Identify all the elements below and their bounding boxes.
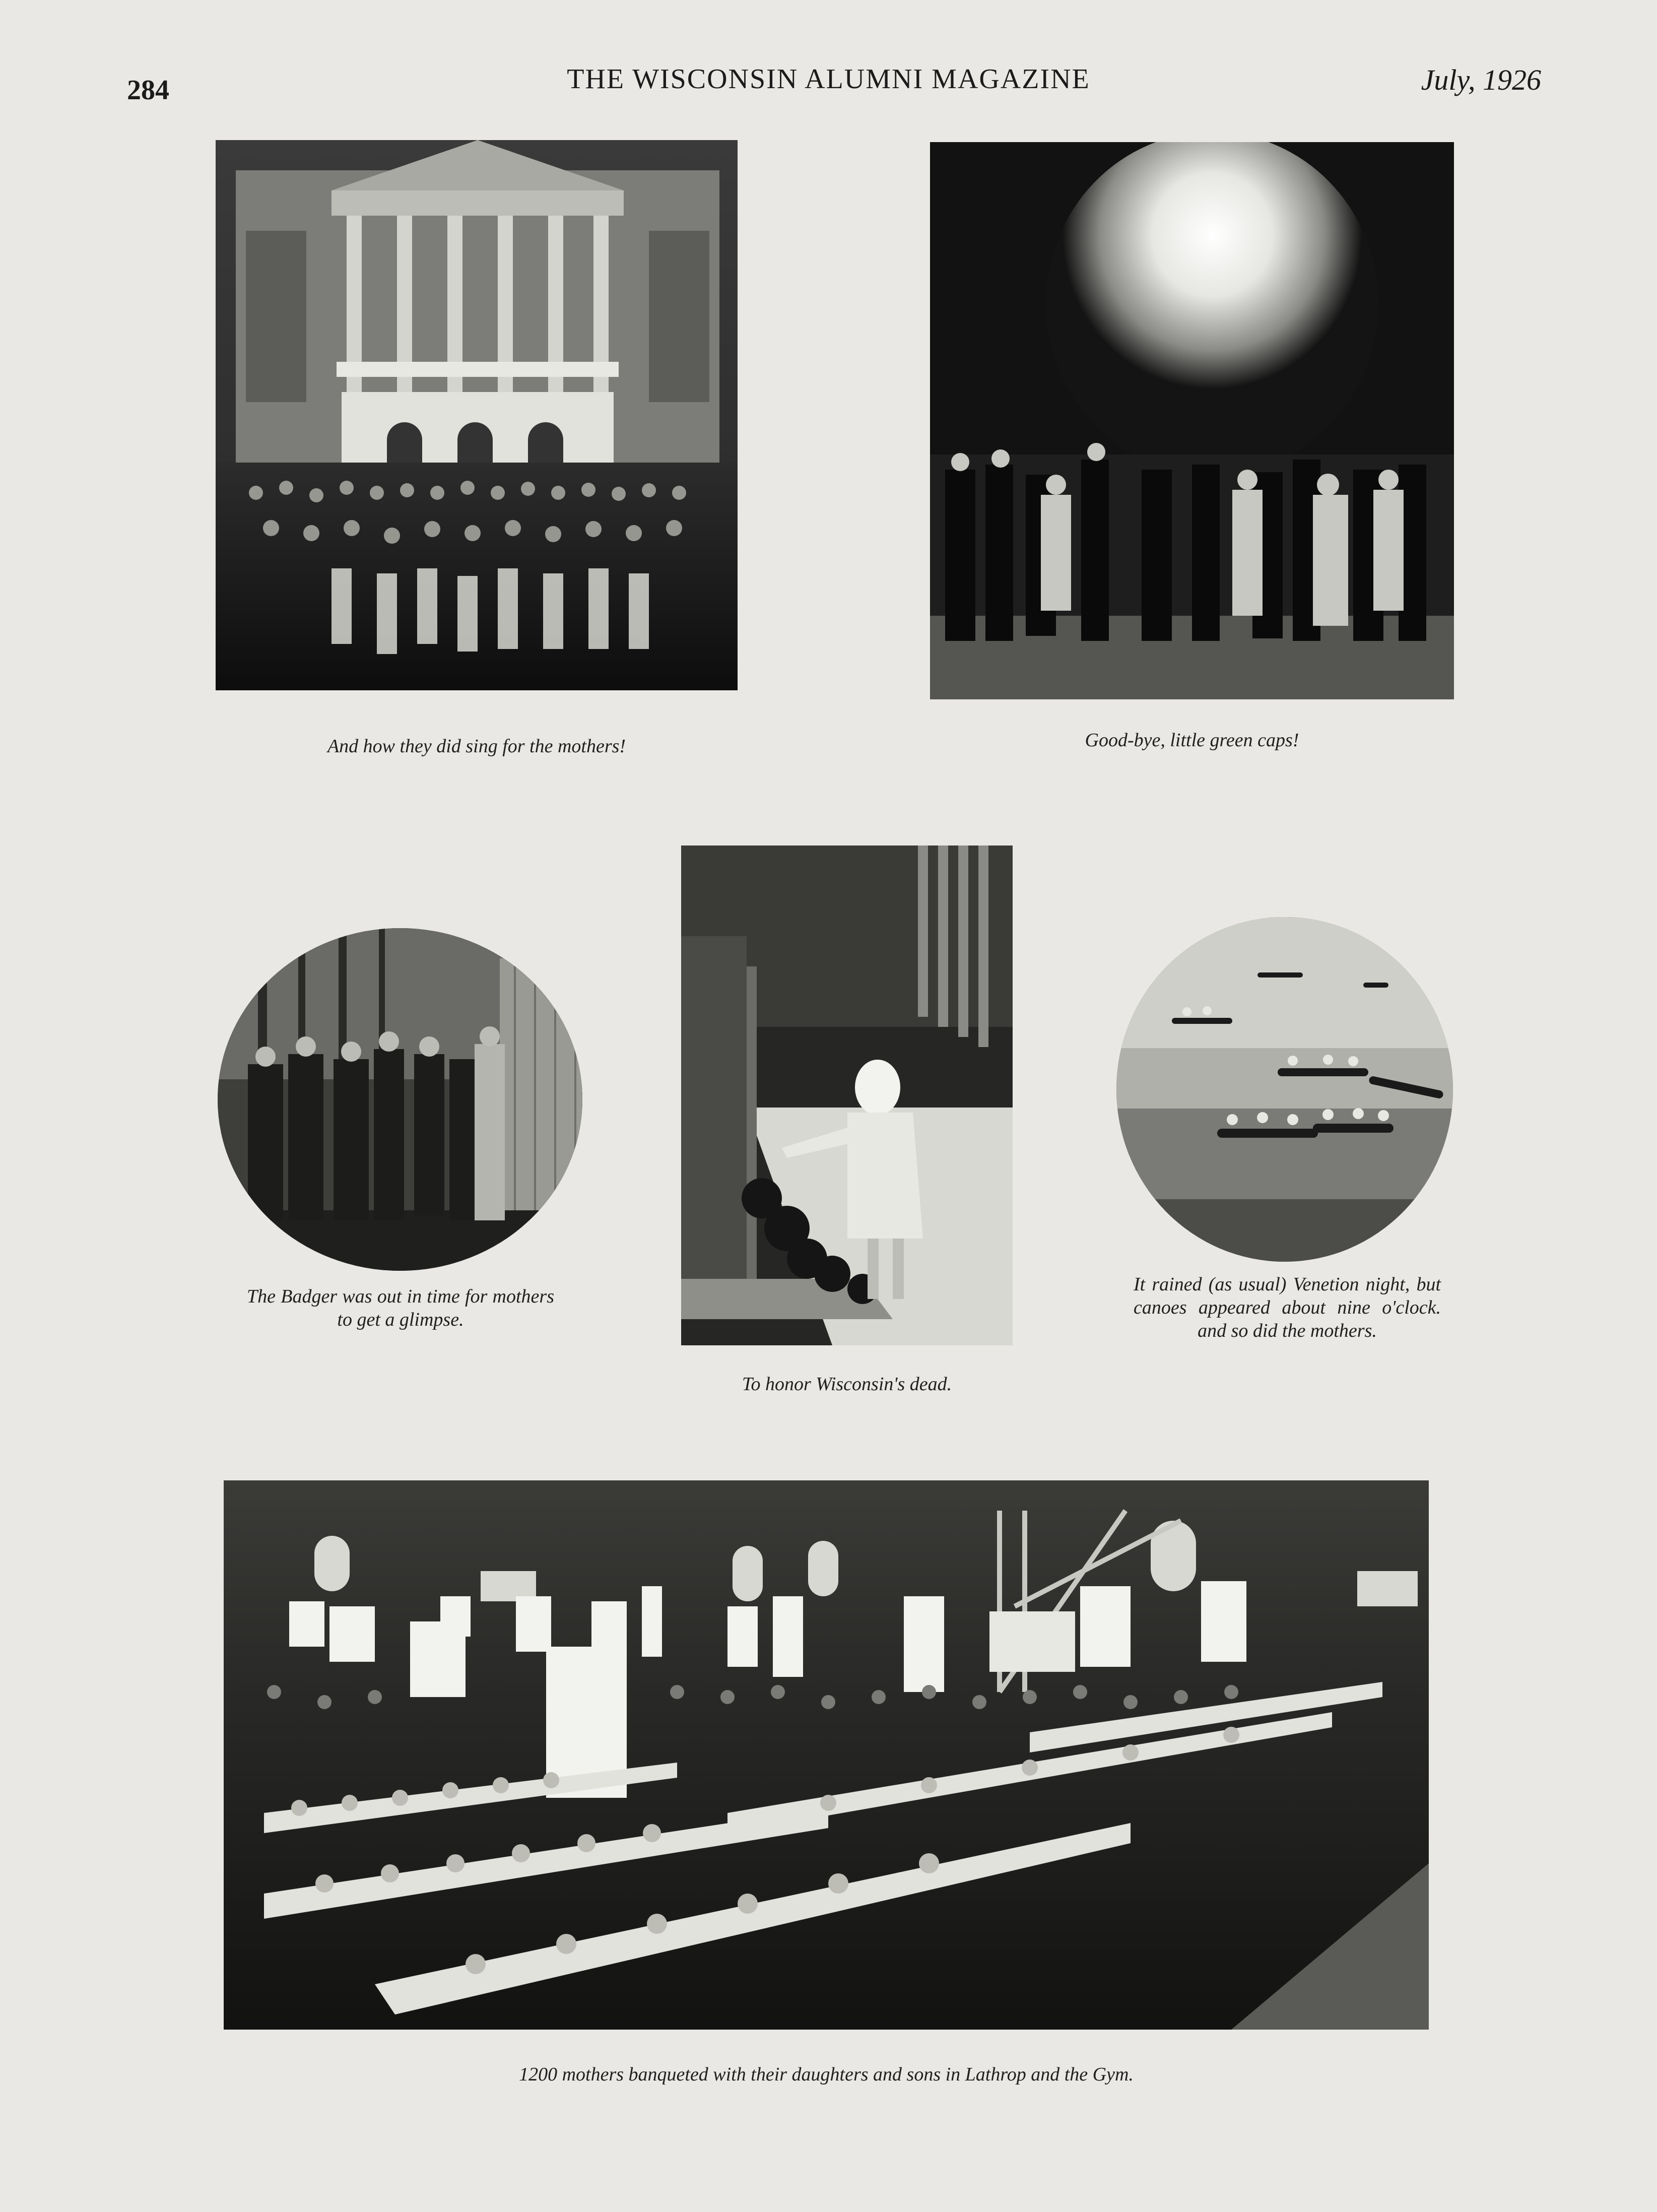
canoes-lake-image [1116,917,1453,1262]
photo-banquet [224,1480,1429,2030]
issue-date: July, 1926 [1421,63,1541,96]
page-number: 284 [127,75,169,106]
magazine-title: THE WISCONSIN ALUMNI MAGAZINE [567,63,1090,95]
photo-green-caps [930,142,1454,699]
banquet-hall-image [224,1480,1429,2030]
caption-badger-glimpse: The Badger was out in time for mothers to get a glimpse. [247,1286,554,1330]
caption-honor-dead: To honor Wisconsin's dead. [742,1374,952,1395]
photo-sing-for-mothers [216,140,738,690]
bonfire-image [930,142,1454,699]
photo-badger-glimpse [218,928,582,1271]
building-crowd-image [216,140,738,690]
photo-venetian-night [1116,917,1453,1262]
caption-banquet: 1200 mothers banqueted with their daughters and sons in Lathrop and the Gym. [519,2064,1134,2085]
badger-line-image [218,928,582,1271]
page-header [0,58,1657,106]
caption-sing-for-mothers: And how they did sing for the mothers! [327,736,626,757]
photo-honor-dead [681,845,1013,1345]
caption-green-caps: Good-bye, little green caps! [1085,730,1299,751]
caption-venetian-night: It rained (as usual) Venetion night, but canoes appeared about nine o'clock. and so did the mothers. [1134,1274,1441,1341]
memorial-wreath-image [681,845,1013,1345]
